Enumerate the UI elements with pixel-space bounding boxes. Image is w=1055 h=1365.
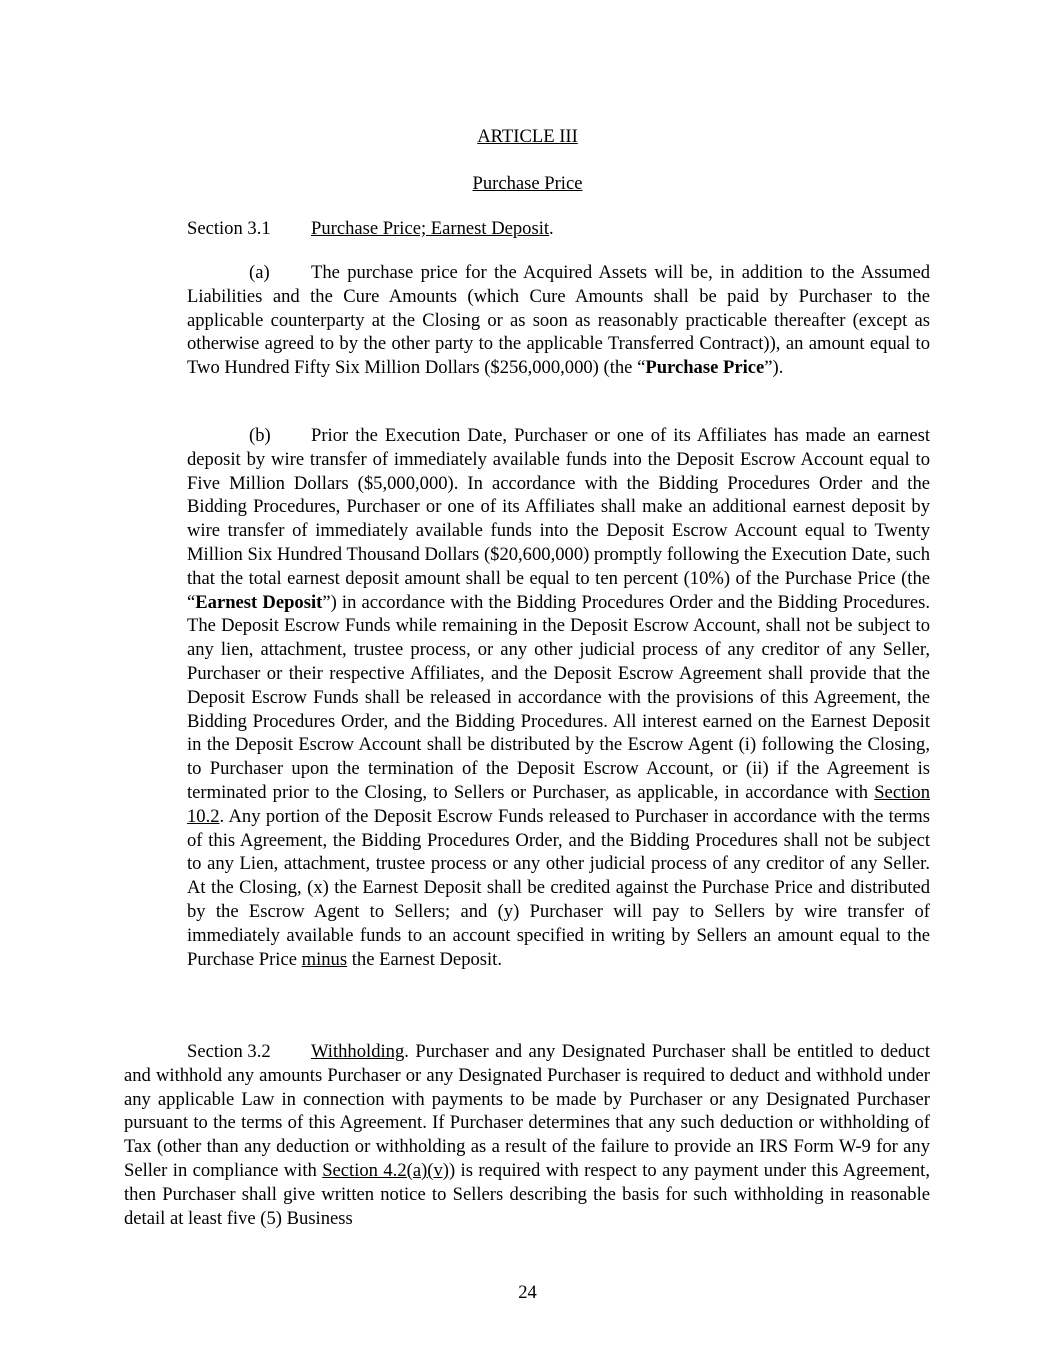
paragraph-a-text-2: ”). <box>764 357 784 379</box>
section-3-2-text-1: . Purchaser and any Designated Purchaser shall be entitled to deduct and withhold any amounts Purchaser or any Designated Purchaser is required to deduct and withhold under any applicable Law in connection with payments to be made by Purchaser or any Designated Purchaser pursuant to the terms of this Agreement. If Purchaser determines that any such deduction or withholding of Tax (other than any deduction or withholding as a result of the failure to provide an IRS Form W-9 for any Seller in compliance with <box>124 1041 930 1181</box>
section-3-1-number: Section 3.1 <box>187 218 271 239</box>
paragraph-3-2 <box>124 1040 930 1230</box>
paragraph-a-text-1: The purchase price for the Acquired Assets will be, in addition to the Assumed Liabilities and the Cure Amounts (which Cure Amounts shall be paid by Purchaser to the applicable counterparty at the Closing or as soon as reasonably practicable thereafter (except as otherwise agreed to by the other party to the applicable Transferred Contract)), an amount equal to Two Hundred Fifty Six Million Dollars ($256,000,000) (the “ <box>187 262 930 379</box>
paragraph-label-a: (a) <box>249 262 270 283</box>
article-subheading: Purchase Price <box>472 173 583 194</box>
section-3-1-heading <box>187 217 554 241</box>
page-number: 24 <box>518 1282 537 1303</box>
cross-reference-section-4-2-a-v: Section 4.2(a)(v) <box>322 1159 449 1181</box>
section-3-1-title-punct: . <box>549 218 554 239</box>
cross-reference-section-10-2: Section 10.2 <box>187 781 930 827</box>
section-3-2-title: Withholding <box>311 1041 405 1062</box>
defined-term-earnest-deposit: Earnest Deposit <box>195 591 323 613</box>
section-3-2-number: Section 3.2 <box>187 1041 271 1062</box>
paragraph-3-1-b <box>187 424 930 971</box>
paragraph-b-text-4: the Earnest Deposit. <box>347 948 502 970</box>
section-3-2-text-2: ) is required with respect to any payment under this Agreement, then Purchaser shall give written notice to Sellers describing the basis for such withholding in reasonable detail at least five (5) Business <box>124 1159 930 1229</box>
paragraph-3-1-a <box>187 261 930 380</box>
paragraph-b-text-3: . Any portion of the Deposit Escrow Funds released to Purchaser in accordance with the terms of this Agreement, the Bidding Procedures Order, and the Bidding Procedures shall not be subject to any Lien, attachment, trustee process or any other judicial process of any creditor of any Seller. At the Closing, (x) the Earnest Deposit shall be credited against the Purchase Price and distributed by the Escrow Agent to Sellers; and (y) Purchaser will pay to Sellers by wire transfer of immediately available funds to an account specified in writing by Sellers an amount equal to the Purchase Price <box>187 805 930 970</box>
paragraph-b-text-2: ”) in accordance with the Bidding Procedures Order and the Bidding Procedures. The Deposit Escrow Funds while remaining in the Deposit Escrow Account, shall not be subject to any lien, attachment, trustee process, or any other judicial process of any creditor of any Seller, Purchaser or their respective Affiliates, and the Deposit Escrow Agreement shall provide that the Deposit Escrow Funds shall be released in accordance with the provisions of this Agreement, the Bidding Procedures Order, and the Bidding Procedures. All interest earned on the Earnest Deposit in the Deposit Escrow Account shall be distributed by the Escrow Agent (i) following the Closing, to Purchaser upon the termination of the Deposit Escrow Account, or (ii) if the Agreement is terminated prior to the Closing, to Sellers or Purchaser, as applicable, in accordance with <box>187 591 930 803</box>
article-heading: ARTICLE III <box>477 126 578 147</box>
defined-term-purchase-price: Purchase Price <box>645 357 765 379</box>
paragraph-label-b: (b) <box>249 425 271 446</box>
emphasis-minus: minus <box>301 948 348 970</box>
section-3-1-title: Purchase Price; Earnest Deposit <box>311 218 550 239</box>
paragraph-b-text-1: Prior the Execution Date, Purchaser or one of its Affiliates has made an earnest deposit by wire transfer of immediately available funds into the Deposit Escrow Account equal to Five Million Dollars ($5,000,000). In accordance with the Bidding Procedures Order and the Bidding Procedures, Purchaser or one of its Affiliates shall make an additional earnest deposit by wire transfer of immediately available funds into the Deposit Escrow Account equal to Twenty Million Six Hundred Thousand Dollars ($20,600,000) promptly following the Execution Date, such that the total earnest deposit amount shall be equal to ten percent (10%) of the Purchase Price (the “ <box>187 425 930 613</box>
